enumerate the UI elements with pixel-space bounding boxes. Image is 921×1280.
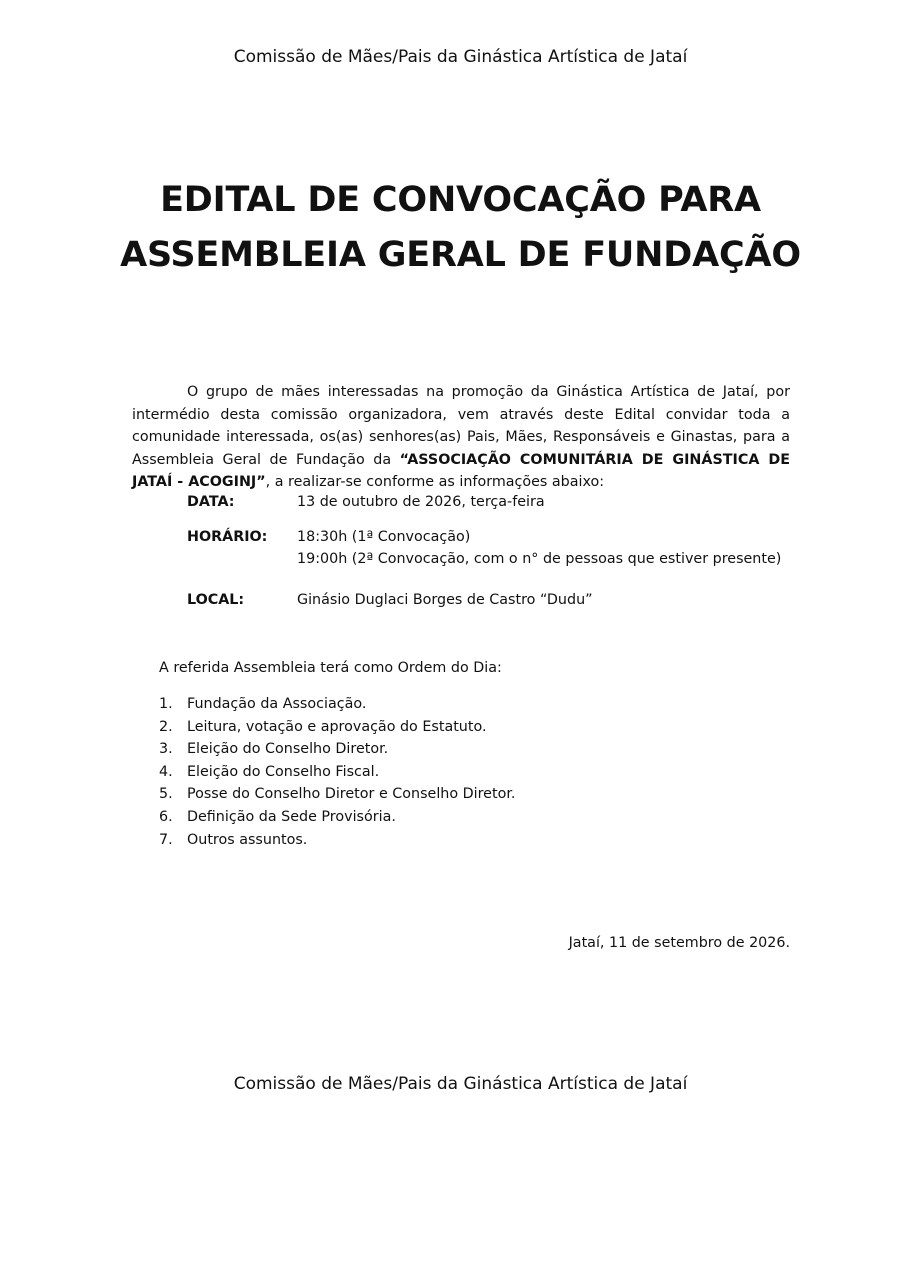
list-item-number: 2. [159,718,173,735]
intro-text-2: , a realizar-se conforme as informações abaixo: [265,474,605,491]
time-value-first-call: 18:30h (1ª Convocação) [297,529,471,545]
list-item [159,806,515,829]
time-value-second-call: 19:00h (2ª Convocação, com o n° de pessoas que estiver presente) [297,551,782,567]
page-footer: Comissão de Mães/Pais da Ginástica Artística de Jataí [233,1074,688,1094]
title-line-1: EDITAL DE CONVOCAÇÃO PARA [160,180,761,220]
list-item-number: 4. [159,763,173,780]
document-title [0,173,921,283]
list-item-text: Definição da Sede Provisória. [187,808,396,825]
list-item [159,716,515,739]
list-item-text: Eleição do Conselho Diretor. [187,741,389,758]
page-header: Comissão de Mães/Pais da Ginástica Artística de Jataí [233,47,688,67]
list-item [159,783,515,806]
list-item-text: Leitura, votação e aprovação do Estatuto. [187,718,487,735]
list-item-text: Fundação da Associação. [187,696,367,712]
list-item-text: Eleição do Conselho Fiscal. [187,763,380,780]
list-item-number: 6. [159,808,173,825]
list-item [159,693,515,716]
list-item-text: Posse do Conselho Diretor e Conselho Diretor. [187,786,516,803]
intro-text-1: O grupo de mães interessadas na promoção da Ginástica Artística de Jataí, por intermédio desta comissão organizadora, vem através deste Edital convidar toda a comunidade interessada, os(as) senhores(as) Pais, Mães, Responsáveis e Ginastas, para a Assembleia Geral de Fundação da [132,384,790,468]
time-label: HORÁRIO: [187,529,268,545]
location-label: LOCAL: [187,592,245,608]
date-label: DATA: [187,494,235,510]
list-item [159,829,515,852]
location-value: Ginásio Duglaci Borges de Castro “Dudu” [297,592,593,608]
title-line-2: ASSEMBLEIA GERAL DE FUNDAÇÃO [120,235,801,275]
date-value: 13 de outubro de 2026, terça-feira [297,494,545,510]
intro-paragraph [132,381,790,494]
list-item-number: 7. [159,831,173,848]
list-item-number: 3. [159,741,173,758]
list-item [159,738,515,761]
list-item-number: 5. [159,786,173,803]
list-item [159,761,515,784]
agenda-intro: A referida Assembleia terá como Ordem do Dia: [159,660,502,676]
list-item-text: Outros assuntos. [187,831,308,848]
signature-date: Jataí, 11 de setembro de 2026. [568,935,790,951]
list-item-number: 1. [159,696,173,712]
agenda-list [159,693,515,851]
association-name: “ASSOCIAÇÃO COMUNITÁRIA DE GINÁSTICA DE JATAÍ - ACOGINJ” [132,451,790,491]
